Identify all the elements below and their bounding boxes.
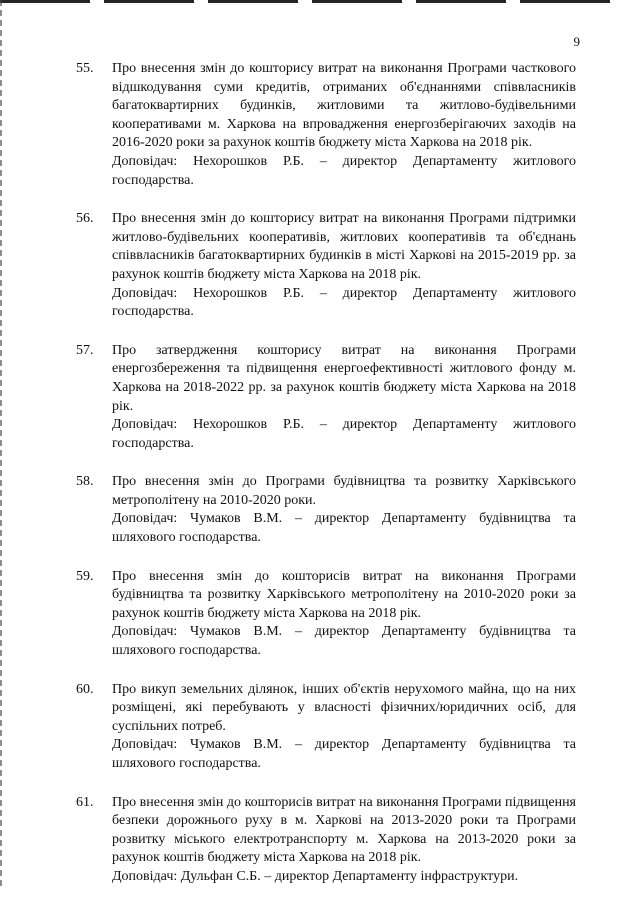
item-text: Про внесення змін до кошторису витрат на виконання Програми підтримки житлово-будівельних кооперативів, житлових кооперативів та об'єднань співвласників багатоквартирних будинків в місті Харкові на 2015-2019 рр. за рахунок коштів бюджету міста Харкова на 2018 рік.	[112, 211, 576, 282]
agenda-item-57	[76, 342, 576, 454]
item-number: 61.	[76, 794, 94, 810]
item-number: 59.	[76, 568, 94, 584]
agenda-list	[76, 60, 576, 907]
item-number: 60.	[76, 681, 94, 697]
item-speaker: Доповідач: Нехорошков Р.Б. – директор Департаменту житлового господарства.	[112, 417, 576, 451]
item-body	[112, 60, 576, 190]
item-number: 56.	[76, 211, 94, 227]
agenda-item-60	[76, 681, 576, 774]
item-speaker: Доповідач: Чумаков В.М. – директор Департаменту будівництва та шляхового господарства.	[112, 511, 576, 546]
item-body	[112, 473, 576, 547]
item-body	[112, 568, 576, 661]
page-left-edge	[0, 0, 2, 888]
item-speaker: Доповідач: Дульфан С.Б. – директор Департаменту інфраструктури.	[112, 868, 519, 884]
page-top-edge	[0, 0, 624, 3]
agenda-item-59	[76, 568, 576, 661]
item-number: 57.	[76, 342, 94, 358]
page-number: 9	[573, 34, 580, 49]
item-text: Про внесення змін до кошторисів витрат на виконання Програми підвищення безпеки дорожнього руху в м. Харкові на 2013-2020 роки та Програми розвитку міського електротранспорту м. Харкова на 2013-2020 роки за рахунок коштів бюджету міста Харкова на 2018 рік.	[112, 794, 576, 866]
item-body	[112, 794, 576, 887]
item-body	[112, 681, 576, 774]
agenda-item-56	[76, 210, 576, 322]
item-speaker: Доповідач: Чумаков В.М. – директор Департаменту будівництва та шляхового господарства.	[112, 624, 576, 659]
item-speaker: Доповідач: Чумаков В.М. – директор Департаменту будівництва та шляхового господарства.	[112, 737, 576, 771]
item-text: Про затвердження кошторису витрат на виконання Програми енергозбереження та підвищення енергоефективності житлового фонду м. Харкова на 2018-2022 рр. за рахунок коштів бюджету міста Харкова на 2018 рік.	[112, 342, 576, 414]
agenda-item-61	[76, 794, 576, 887]
item-speaker: Доповідач: Нехорошков Р.Б. – директор Департаменту житлового господарства.	[112, 285, 576, 320]
item-text: Про внесення змін до кошторисів витрат на виконання Програми будівництва та розвитку Харківського метрополітену на 2010-2020 роки за рахунок коштів бюджету міста Харкова на 2018 рік.	[112, 568, 576, 621]
item-number: 55.	[76, 61, 94, 76]
item-body	[112, 342, 576, 454]
item-speaker: Доповідач: Нехорошков Р.Б. – директор Департаменту житлового господарства.	[112, 153, 576, 188]
item-body	[112, 210, 576, 322]
item-text: Про викуп земельних ділянок, інших об'єктів нерухомого майна, що на них розміщені, які перебувають у власності фізичних/юридичних осіб, для суспільних потреб.	[112, 681, 576, 734]
item-text: Про внесення змін до кошторису витрат на виконання Програми часткового відшкодування суми кредитів, отриманих об'єднаннями співвласників багатоквартирних будинків, житловими та житлово-будівельними кооперативами м. Харкова на впровадження енергозберігаючих заходів на 2016-2020 роки за рахунок коштів бюджету міста Харкова на 2018 рік.	[112, 61, 576, 151]
item-text: Про внесення змін до Програми будівництва та розвитку Харківського метрополітену на 2010-2020 роки.	[112, 474, 576, 508]
item-number: 58.	[76, 474, 94, 490]
agenda-item-58	[76, 473, 576, 547]
agenda-item-55	[76, 60, 576, 190]
